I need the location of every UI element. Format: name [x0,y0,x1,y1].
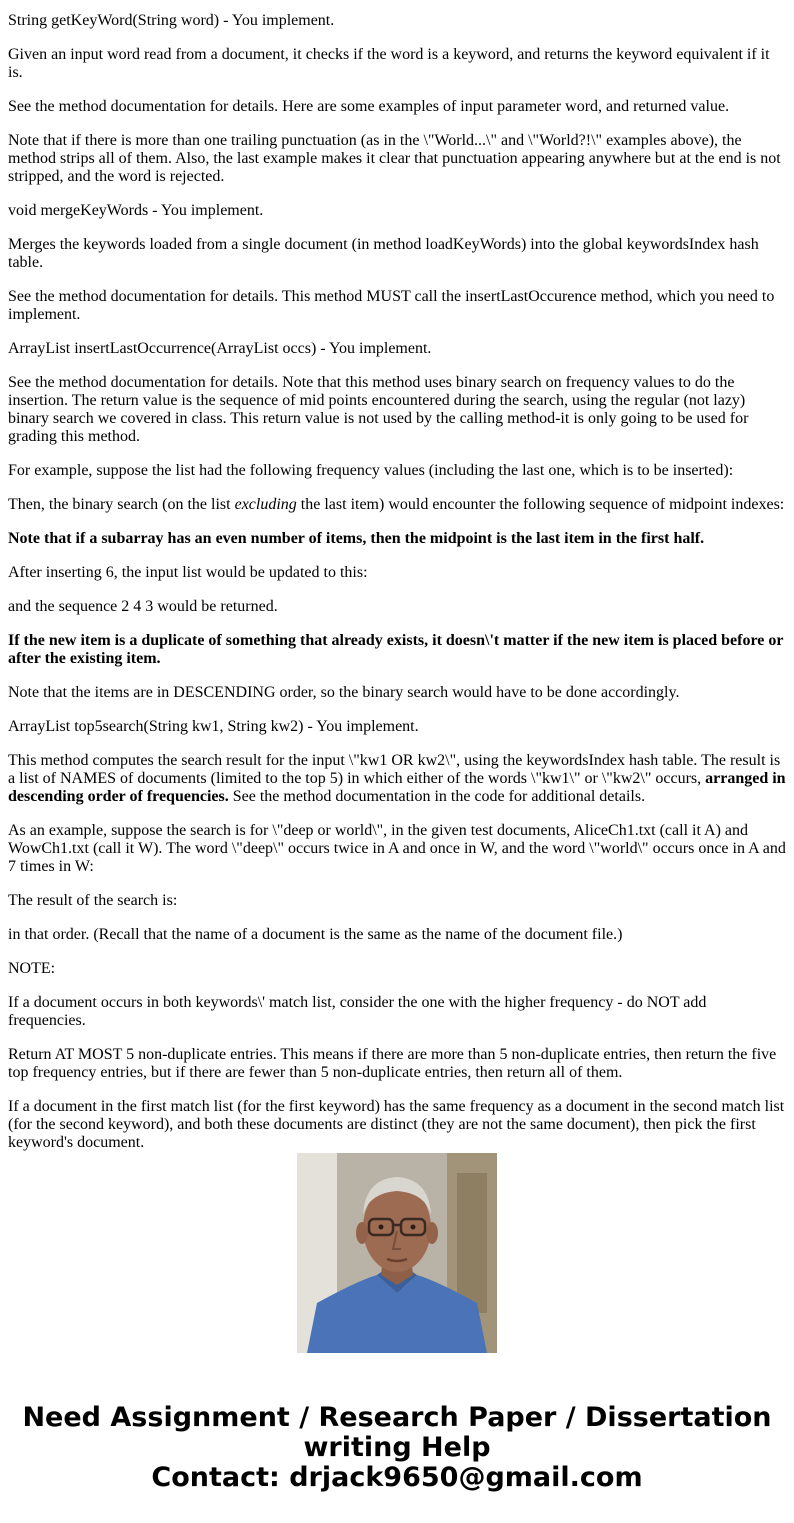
paragraph: Merges the keywords loaded from a single document (in method loadKeyWords) into the global keywordsIndex hash table. [8,236,759,271]
paragraph [8,752,788,806]
paragraph: See the method documentation for details. Note that this method uses binary search on frequency values to do the insertion. The return value is the sequence of mid points encountered during the search, using the regular (not lazy) binary search we covered in class. This return value is not used by the calling method-it is only going to be used for grading this method. [8,374,749,445]
paragraph [8,496,788,514]
paragraph: Note that if there is more than one trailing punctuation (as in the \"World...\" and \"World?!\" examples above), the method strips all of them. Also, the last example makes it clear that punctuation appearing anywhere but at the end is not stripped, and the word is rejected. [8,132,781,185]
footer-contact-banner [0,1403,794,1493]
method-heading-getkeyword: String getKeyWord(String word) - You implement. [8,12,335,29]
paragraph: The result of the search is: [8,892,178,909]
paragraph: After inserting 6, the input list would be updated to this: [8,564,368,581]
paragraph: See the method documentation for details. Here are some examples of input parameter word, and returned value. [8,98,730,115]
text-run: Then, the binary search (on the list [8,496,235,513]
paragraph: If a document in the first match list (for the first keyword) has the same frequency as a document in the second match list (for the second keyword), and both these documents are distinct (they are not the same document), then pick the first keyword's document. [8,1098,785,1151]
paragraph: Return AT MOST 5 non-duplicate entries. This means if there are more than 5 non-duplicate entries, then return the five top frequency entries, but if there are fewer than 5 non-duplicate entries, then return all of them. [8,1046,777,1081]
paragraph: See the method documentation for details. This method MUST call the insertLastOccurence method, which you need to implement. [8,288,775,323]
method-heading-top5search: ArrayList top5search(String kw1, String kw2) - You implement. [8,718,419,735]
emphasis-text: excluding [234,496,297,513]
bold-note [8,530,788,548]
method-heading-insertlastoccurrence: ArrayList insertLastOccurrence(ArrayList occs) - You implement. [8,340,432,357]
paragraph: in that order. (Recall that the name of a document is the same as the name of the document file.) [8,926,623,943]
bold-text: Note that if a subarray has an even number of items, then the midpoint is the last item in the first half. [8,530,705,547]
footer-line: Need Assignment / Research Paper / Dissertation [22,1402,772,1433]
paragraph: If a document occurs in both keywords\' match list, consider the one with the higher frequency - do NOT add frequencies. [8,994,707,1029]
bold-text: If the new item is a duplicate of something that already exists, it doesn\'t matter if the new item is placed before or after the existing item. [8,632,784,667]
paragraph: Given an input word read from a document, it checks if the word is a keyword, and returns the keyword equivalent if it is. [8,46,770,81]
bold-text: arranged in descending order of frequencies. [8,770,786,805]
paragraph: For example, suppose the list had the following frequency values (including the last one, which is to be inserted): [8,462,734,479]
text-run: This method computes the search result for the input \"kw1 OR kw2\", using the keywordsIndex hash table. The result is a list of NAMES of documents (limited to the top 5) in which either of the words \"kw1\" or \"kw2\" occurs, [8,752,781,787]
text-run: See the method documentation in the code for additional details. [228,788,646,805]
footer-line: writing Help [303,1432,491,1463]
avatar-portrait [297,1153,497,1353]
avatar [297,1153,497,1353]
bold-note [8,632,788,668]
footer-contact-email: Contact: drjack9650@gmail.com [151,1462,643,1493]
paragraph: Note that the items are in DESCENDING order, so the binary search would have to be done accordingly. [8,684,680,701]
paragraph: As an example, suppose the search is for \"deep or world\", in the given test documents, AliceCh1.txt (call it A) and WowCh1.txt (call it W). The word \"deep\" occurs twice in A and once in W, and the word \"world\" occurs once in A and 7 times in W: [8,822,786,875]
paragraph: and the sequence 2 4 3 would be returned. [8,598,278,615]
text-run: the last item) would encounter the following sequence of midpoint indexes: [296,496,785,513]
method-heading-mergekeywords: void mergeKeyWords - You implement. [8,202,264,219]
note-label: NOTE: [8,960,56,977]
document-body [8,12,788,1151]
